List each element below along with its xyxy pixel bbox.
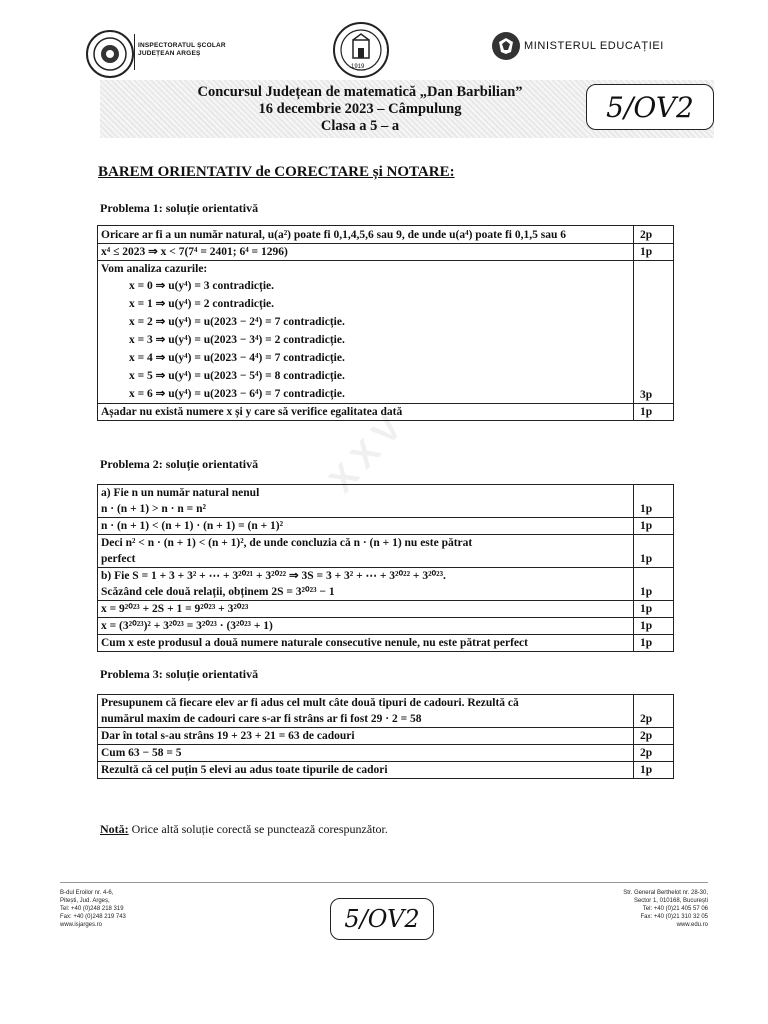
footer-left-address: B-dul Eroilor nr. 4-6, Pitești, Jud. Argeș, Tel: +40 (0)248 218 319 Fax: +40 (0)248 219 743 www.isjarges.ro <box>60 890 126 928</box>
table-row <box>98 261 674 404</box>
school-crest-year: 1919 <box>351 64 365 70</box>
table-row <box>98 618 674 635</box>
p2-row-5-points: 1p <box>634 601 674 618</box>
p3-row-3-points: 2p <box>634 745 674 762</box>
page-title: BAREM ORIENTATIV de CORECTARE și NOTARE: <box>98 164 455 180</box>
p3-row-4-text: Rezultă că cel puțin 5 elevi au adus toate tipurile de cadori <box>98 762 634 779</box>
p1-case: x = 3 ⇒ u(y⁴) = u(2023 − 3⁴) = 2 contradicție. <box>129 334 345 346</box>
table-row <box>98 728 674 745</box>
p2-row-4-text: b) Fie S = 1 + 3 + 3² + ⋯ + 3²⁰²¹ + 3²⁰²² ⇒ 3S = 3 + 3² + ⋯ + 3²⁰²² + 3²⁰²³. <box>101 570 446 582</box>
p1-case: x = 1 ⇒ u(y⁴) = 2 contradicție. <box>129 298 275 310</box>
p1-row-1-points: 2p <box>634 226 674 244</box>
p1-case: x = 6 ⇒ u(y⁴) = u(2023 − 6⁴) = 7 contradicție. <box>129 388 345 400</box>
p1-row-4-points: 1p <box>634 404 674 421</box>
handwritten-code-stamp: 5/OV2 <box>586 84 714 130</box>
p1-row-2-points: 1p <box>634 244 674 261</box>
problem-2-heading: Problema 2: soluție orientativă <box>100 457 259 471</box>
table-row <box>98 745 674 762</box>
contest-name: Concursul Județean de matematică „Dan Barbilian” <box>197 84 523 100</box>
p1-case: x = 5 ⇒ u(y⁴) = u(2023 − 5⁴) = 8 contradicție. <box>129 370 345 382</box>
problem-1-heading: Problema 1: soluție orientativă <box>100 201 259 215</box>
p2-row-3-points: 1p <box>634 535 674 568</box>
p3-row-2-text: Dar în total s-au strâns 19 + 23 + 21 = 63 de cadouri <box>98 728 634 745</box>
p1-case: x = 2 ⇒ u(y⁴) = u(2023 − 2⁴) = 7 contradicție. <box>129 316 345 328</box>
note-label: Notă: <box>100 822 129 836</box>
problem-1-table <box>97 225 674 421</box>
p1-cases-intro: Vom analiza cazurile: <box>101 263 208 275</box>
p2-row-1-points: 1p <box>634 485 674 518</box>
table-row <box>98 244 674 261</box>
table-row <box>98 404 674 421</box>
contest-grade: Clasa a 5 – a <box>320 118 400 134</box>
problem-2-table <box>97 484 674 652</box>
p2-row-2-points: 1p <box>634 518 674 535</box>
p2-row-6-text: x = (3²⁰²³)² + 3²⁰²³ = 3²⁰²³ · (3²⁰²³ + 1) <box>98 618 634 635</box>
p3-row-3-text: Cum 63 − 58 = 5 <box>98 745 634 762</box>
isj-logo-divider <box>134 34 135 70</box>
p2-row-7-text: Cum x este produsul a două numere naturale consecutive nenule, nu este pătrat perfect <box>98 635 634 652</box>
p3-row-1-points: 2p <box>634 695 674 728</box>
p3-row-1-text2: numărul maxim de cadouri care s-ar fi strâns ar fi fost 29 · 2 = 58 <box>101 713 422 725</box>
p2-row-3-text: Deci n² < n · (n + 1) < (n + 1)², de unde concluzia că n · (n + 1) nu este pătrat <box>101 537 473 549</box>
p2-row-4-text2: Scăzând cele două relații, obținem 2S = 3²⁰²³ − 1 <box>101 586 335 598</box>
p3-row-2-points: 2p <box>634 728 674 745</box>
table-row <box>98 226 674 244</box>
table-row <box>98 762 674 779</box>
p2-row-4-points: 1p <box>634 568 674 601</box>
problem-3-table <box>97 694 674 779</box>
footer-code-stamp: 5/OV2 <box>330 898 434 940</box>
p3-row-1-text: Presupunem că fiecare elev ar fi adus cel mult câte două tipuri de cadouri. Rezultă că <box>101 697 519 709</box>
p2-row-7-points: 1p <box>634 635 674 652</box>
ministry-name: MINISTERUL EDUCAȚIEI <box>524 40 664 52</box>
p1-row-4-text: Așadar nu există numere x și y care să verifice egalitatea dată <box>98 404 634 421</box>
watermark: XXV <box>320 401 416 501</box>
table-row <box>98 485 674 518</box>
table-row <box>98 568 674 601</box>
p2-row-2-text: n · (n + 1) < (n + 1) · (n + 1) = (n + 1)² <box>98 518 634 535</box>
note-text: Orice altă soluție corectă se punctează corespunzător. <box>128 822 388 836</box>
p2-row-1-text: a) Fie n un număr natural nenul <box>101 487 260 499</box>
p1-row-1-text: Oricare ar fi a un număr natural, u(a²) poate fi 0,1,4,5,6 sau 9, de unde u(a⁴) poate fi 0,1,5 sau 6 <box>101 229 566 241</box>
p2-row-1-text2: n · (n + 1) > n · n = n² <box>101 503 206 515</box>
table-row <box>98 535 674 568</box>
footer-right-address: Str. General Berthelot nr. 28-30, Sector 1, 010168, București Tel: +40 (0)21 405 57 06 Fax: +40 (0)21 310 32 05 www.edu.ro <box>623 890 708 928</box>
table-row <box>98 695 674 728</box>
footer-divider <box>60 882 708 883</box>
isj-logo-text: INSPECTORATUL ȘCOLAR JUDEȚEAN ARGEȘ <box>138 42 226 57</box>
note <box>100 822 388 837</box>
problem-3-heading: Problema 3: soluție orientativă <box>100 667 259 681</box>
p2-row-6-points: 1p <box>634 618 674 635</box>
p1-case: x = 4 ⇒ u(y⁴) = u(2023 − 4⁴) = 7 contradicție. <box>129 352 345 364</box>
p2-row-5-text: x = 9²⁰²³ + 2S + 1 = 9²⁰²³ + 3²⁰²³ <box>98 601 634 618</box>
p1-row-2-text: x⁴ ≤ 2023 ⇒ x < 7(7⁴ = 2401; 6⁴ = 1296) <box>98 244 634 261</box>
table-row <box>98 601 674 618</box>
isj-seal-icon <box>86 30 134 78</box>
p3-row-4-points: 1p <box>634 762 674 779</box>
table-row <box>98 518 674 535</box>
p1-row-3-points: 3p <box>634 261 674 404</box>
romania-coat-of-arms-icon <box>492 32 520 60</box>
p1-case: x = 0 ⇒ u(y⁴) = 3 contradicție. <box>129 280 275 292</box>
table-row <box>98 635 674 652</box>
contest-date: 16 decembrie 2023 – Câmpulung <box>258 101 462 117</box>
p2-row-3-text2: perfect <box>101 553 136 565</box>
